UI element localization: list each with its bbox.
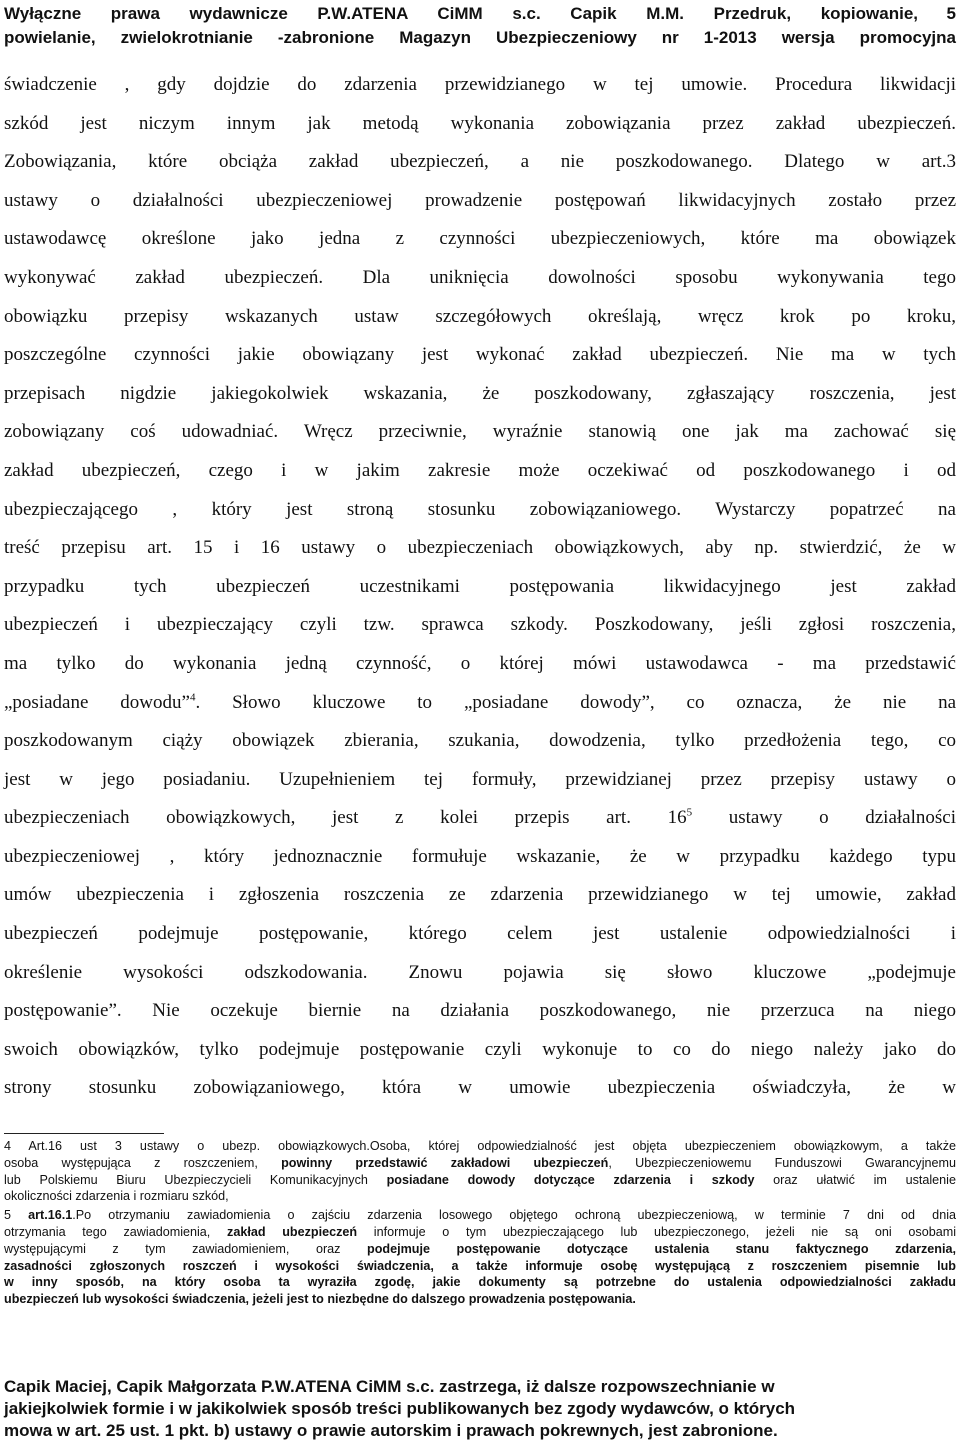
body-line: strony stosunku zobowiązaniowego, która w umowie ubezpieczenia oświadczyła, że w [4,1077,956,1099]
footer-line-2: jakiejkolwiek formie i w jakikolwiek sposób treści publikowanych bez zgody wydawców, o których [4,1399,796,1418]
body-line: szkód jest niczym innym jak metodą wykonania zobowiązania przez zakład ubezpieczeń. [4,112,956,134]
footnote-4-line-4: okoliczności zdarzenia i rozmiaru szkód, [4,1189,229,1204]
body-line: „posiadane dowodu”$^4$. Słowo kluczowe to „posiadane dowody”, co oznacza, że nie na [4,691,956,713]
body-line: wykonywać zakład ubezpieczeń. Dla uniknięcia dowolności sposobu wykonywania tego [4,266,956,288]
body-line: ustawy o działalności ubezpieczeniowej prowadzenie postępowań likwidacyjnych zostało przez [4,189,956,211]
body-line: obowiązku przepisy wskazanych ustaw szczegółowych określają, wręcz krok po kroku, [4,305,956,327]
body-line: ubezpieczającego , który jest stroną stosunku zobowiązaniowego. Wystarczy popatrzeć na [4,498,956,520]
footnote-5-line-3: występującymi z tym zawiadomieniem, oraz podejmuje postępowanie dotyczące ustalenia stanu faktycznego zdarzenia, [4,1241,956,1256]
body-line: ubezpieczeniowej , który jednoznacznie formułuje wskazanie, że w przypadku każdego typu [4,845,956,867]
body-text [4,66,956,1108]
body-line: ubezpieczeniach obowiązkowych, jest z kolei przepis art. $16^5$ ustawy o działalności [4,806,956,829]
copyright-footer [4,1376,956,1442]
footnote-5-line-5: w inny sposób, na który osoba ta wyraziła zgodę, jakie dokumenty są potrzebne do ustalenia odpowiedzialności zakładu [4,1275,956,1290]
footnote-5-line-2: otrzymania tego zawiadomienia, zakład ubezpieczeń informuje o tym ubezpieczającego lub ubezpieczonego, jeżeli nie są oni osobami [4,1224,956,1239]
body-line: ubezpieczeń podejmuje postępowanie, którego celem jest ustalenie odpowiedzialności i [4,923,956,945]
body-line: jest w jego posiadaniu. Uzupełnieniem tej formuły, przewidzianej przez przepisy ustawy o [4,768,956,790]
page-header [4,2,956,50]
footnote-5-line-1: 5 art.16.1.Po otrzymaniu zawiadomienia o zajściu zdarzenia losowego objętego ochroną ubezpieczeniową, w terminie 7 dni od dnia [4,1208,956,1223]
body-line: poszczególne czynności jakie obowiązany jest wykonać zakład ubezpieczeń. Nie ma w tych [4,344,956,366]
body-line: treść przepisu art. 15 i 16 ustawy o ubezpieczeniach obowiązkowych, aby np. stwierdzić, że w [4,537,956,559]
footer-line-1: Capik Maciej, Capik Małgorzata P.W.ATENA CiMM s.c. zastrzega, iż dalsze rozpowszechnianie w [4,1377,775,1396]
header-line-2: powielanie, zwielokrotnianie -zabronione Magazyn Ubezpieczeniowy nr 1-2013 wersja promocyjna [4,28,956,47]
body-line: ma tylko do wykonania jedną czynność, o której mówi ustawodawca - ma przedstawić [4,652,956,674]
page-number: 5 [946,4,956,23]
body-line: Zobowiązania, które obciąża zakład ubezpieczeń, a nie poszkodowanego. Dlatego w art.3 [4,151,956,173]
body-line: postępowanie”. Nie oczekuje biernie na działania poszkodowanego, nie przerzuca na niego [4,1000,956,1022]
body-line: umów ubezpieczenia i zgłoszenia roszczenia ze zdarzenia przewidzianego w tej umowie, zakład [4,884,956,906]
footnotes [4,1138,956,1308]
footnote-4-line-3: lub Polskiemu Biuru Ubezpieczycieli Komunikacyjnych posiadane dowody dotyczące zdarzenia i szkody oraz ułatwić im ustalenie [4,1172,956,1187]
footnote-separator [4,1133,164,1134]
body-line: ustawodawcę określone jako jedna z czynności ubezpieczeniowych, które ma obowiązek [4,228,956,250]
footnote-5-line-4: zasadności zgłoszonych roszczeń i wysokości świadczenia, a także informuje osobę występującą z roszczeniem pisemnie lub [4,1258,956,1273]
body-line: przypadku tych ubezpieczeń uczestnikami postępowania likwidacyjnego jest zakład [4,575,956,597]
footnote-5-line-6: ubezpieczeń lub wysokości świadczenia, jeżeli jest to niezbędne do dalszego prowadzenia postępowania. [4,1292,636,1307]
body-line: ubezpieczeń i ubezpieczający czyli tzw. sprawca szkody. Poszkodowany, jeśli zgłosi roszczenia, [4,614,956,636]
body-line: swoich obowiązków, tylko podejmuje postępowanie czyli wykonuje to co do niego należy jako do [4,1038,956,1060]
body-line: poszkodowanym ciąży obowiązek zbierania, szukania, dowodzenia, tylko przedłożenia tego, co [4,730,956,752]
footnote-4-line-1: 4 Art.16 ust 3 ustawy o ubezp. obowiązkowych.Osoba, której odpowiedzialność jest objęta ubezpieczeniem obowiązkowym, a także [4,1139,956,1153]
body-line: zobowiązany coś udowadniać. Wręcz przeciwnie, wyraźnie stanowią one jak ma zachować się [4,421,956,443]
header-line-1: Wyłączne prawa wydawnicze P.W.ATENA CiMM s.c. Capik M.M. Przedruk, kopiowanie, [4,4,918,23]
footnote-4-line-2: osoba występująca z roszczeniem, powinny przedstawić zakładowi ubezpieczeń, Ubezpieczeniowemu Funduszowi Gwarancyjnemu [4,1155,957,1170]
body-line: przepisach nigdzie jakiegokolwiek wskazania, że poszkodowany, zgłaszający roszczenia, jest [4,382,956,404]
footer-line-3: mowa w art. 25 ust. 1 pkt. b) ustawy o prawie autorskim i prawach pokrewnych, jest zabronione. [4,1421,778,1440]
body-line: świadczenie , gdy dojdzie do zdarzenia przewidzianego w tej umowie. Procedura likwidacji [4,74,956,95]
body-line: zakład ubezpieczeń, czego i w jakim zakresie może oczekiwać od poszkodowanego i od [4,459,956,481]
body-line: określenie wysokości odszkodowania. Znowu pojawia się słowo kluczowe „podejmuje [4,961,956,983]
